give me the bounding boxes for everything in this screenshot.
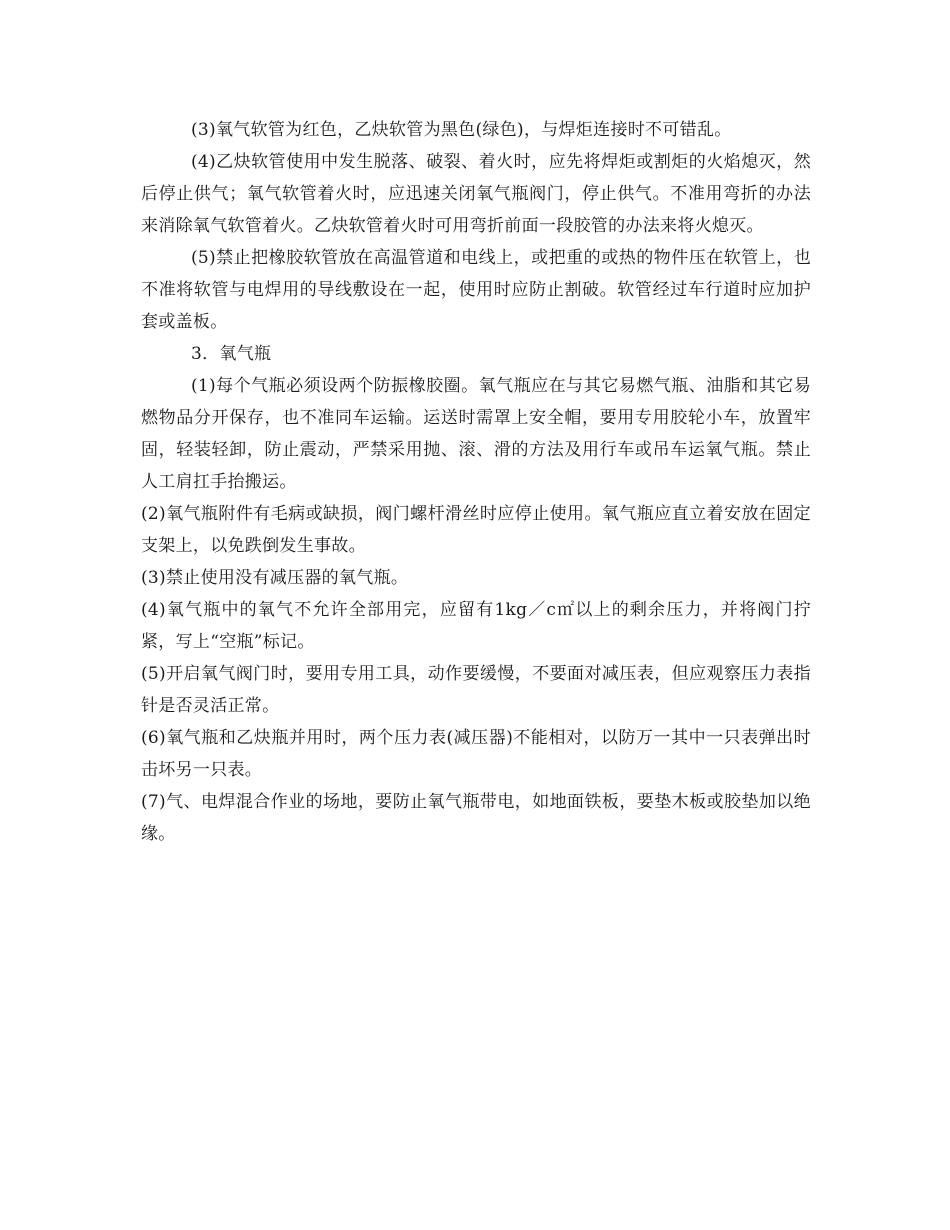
cylinder-paragraph-6: (6)氧气瓶和乙炔瓶并用时，两个压力表(减压器)不能相对，以防万一其中一只表弹出时击坏另一只表。 xyxy=(141,728,811,780)
cylinder-paragraph-4: (4)氧气瓶中的氧气不允许全部用完，应留有1kg／c㎡以上的剩余压力，并将阀门拧紧，写上“空瓶”标记。 xyxy=(141,600,811,652)
hose-paragraph-3: (3)氧气软管为红色，乙炔软管为黑色(绿色)，与焊炬连接时不可错乱。 xyxy=(191,120,732,140)
cylinder-paragraph-2: (2)氧气瓶附件有毛病或缺损，阀门螺杆滑丝时应停止使用。氧气瓶应直立着安放在固定支架上，以免跌倒发生事故。 xyxy=(141,504,811,556)
cylinder-paragraph-1: (1)每个气瓶必须设两个防振橡胶圈。氧气瓶应在与其它易燃气瓶、油脂和其它易燃物品分开保存，也不准同车运输。运送时需罩上安全帽，要用专用胶轮小车，放置牢固，轻装轻卸，防止震动，严禁采用抛、滚、滑的方法及用行车或吊车运氧气瓶。禁止人工肩扛手抬搬运。 xyxy=(141,376,811,492)
hose-paragraph-4: (4)乙炔软管使用中发生脱落、破裂、着火时，应先将焊炬或割炬的火焰熄灭，然后停止供气；氧气软管着火时，应迅速关闭氧气瓶阀门，停止供气。不准用弯折的办法来消除氧气软管着火。乙炔软管着火时可用弯折前面一段胶管的办法来将火熄灭。 xyxy=(141,152,811,236)
hose-paragraph-5: (5)禁止把橡胶软管放在高温管道和电线上，或把重的或热的物件压在软管上，也不准将软管与电焊用的导线敷设在一起，使用时应防止割破。软管经过车行道时应加护套或盖板。 xyxy=(141,248,811,332)
cylinder-paragraph-7: (7)气、电焊混合作业的场地，要防止氧气瓶带电，如地面铁板，要垫木板或胶垫加以绝缘。 xyxy=(141,792,811,844)
section-heading: 3．氧气瓶 xyxy=(191,344,272,364)
document-page xyxy=(141,114,811,850)
cylinder-paragraph-5: (5)开启氧气阀门时，要用专用工具，动作要缓慢，不要面对减压表，但应观察压力表指针是否灵活正常。 xyxy=(141,664,811,716)
cylinder-paragraph-3: (3)禁止使用没有减压器的氧气瓶。 xyxy=(141,568,409,588)
